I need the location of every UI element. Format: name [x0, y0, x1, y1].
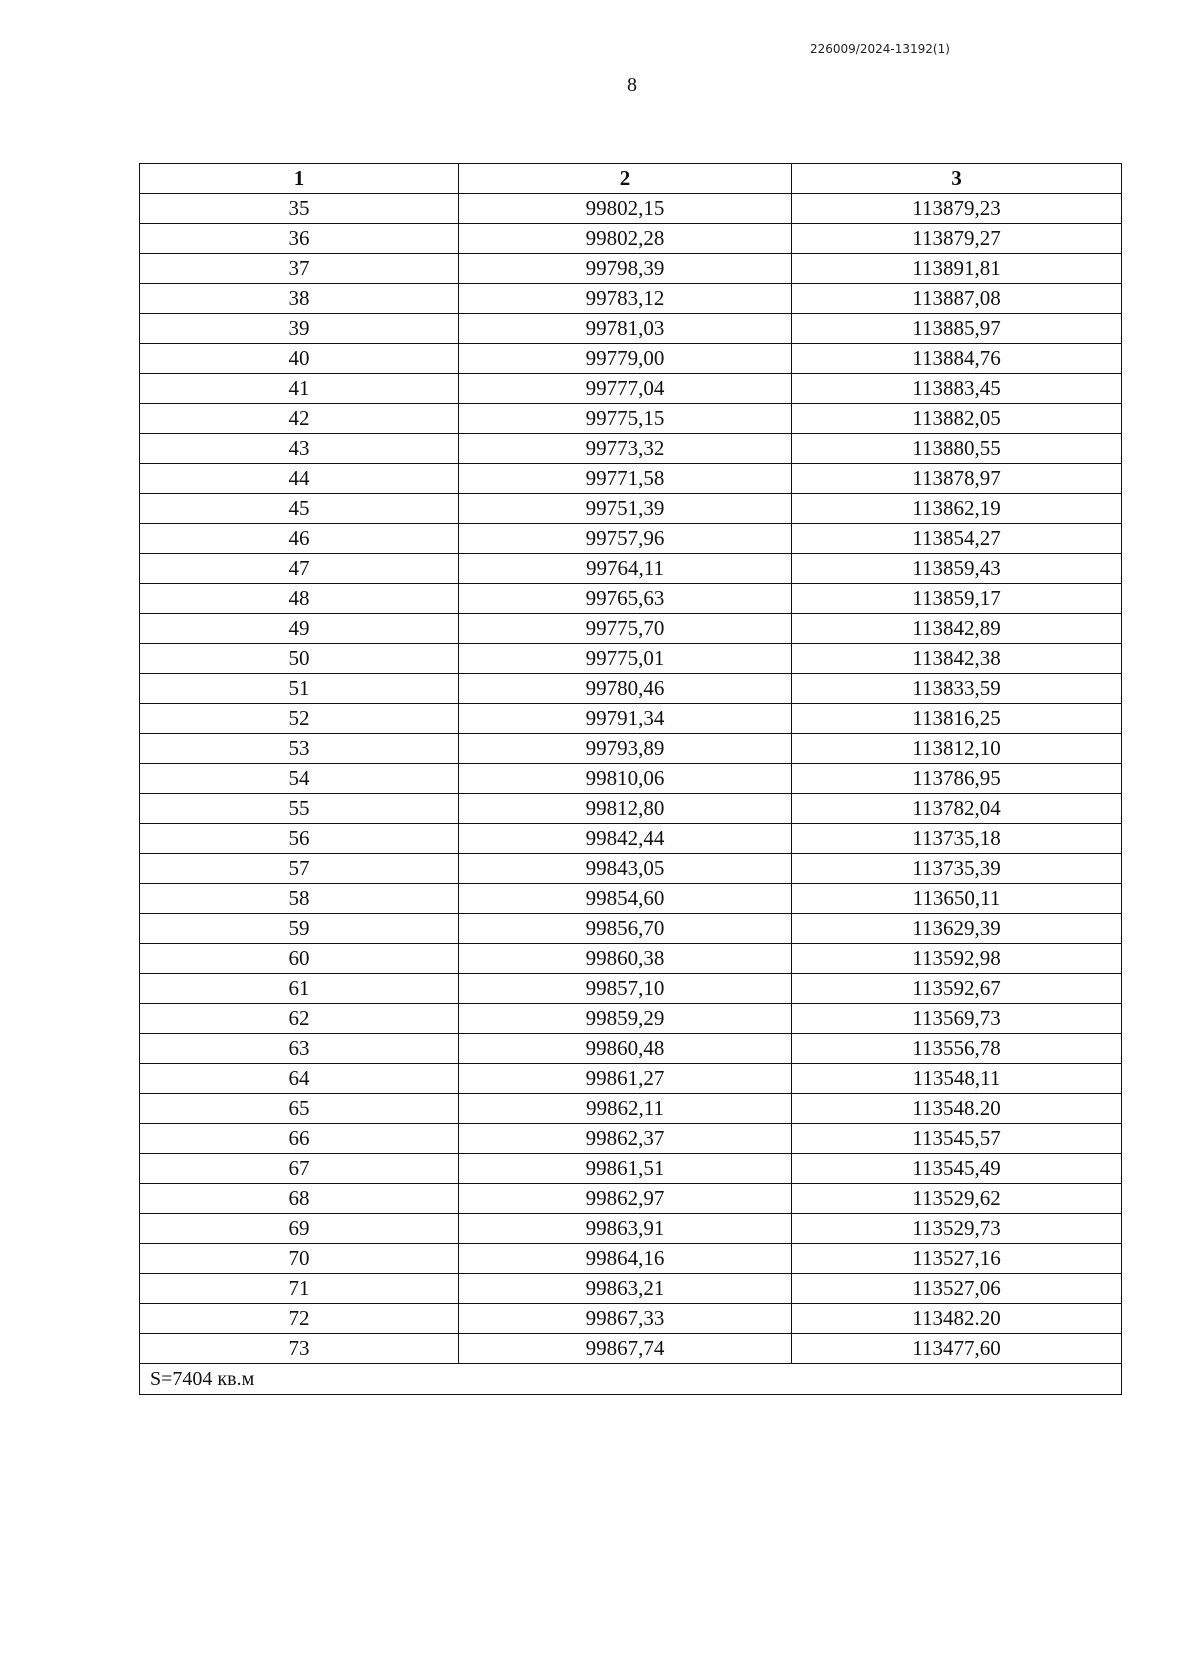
cell-x-coordinate: 99843,05	[459, 854, 792, 884]
cell-x-coordinate: 99751,39	[459, 494, 792, 524]
table-row	[140, 614, 1122, 644]
cell-point-number: 69	[140, 1214, 459, 1244]
cell-point-number: 67	[140, 1154, 459, 1184]
table-row	[140, 314, 1122, 344]
table-row	[140, 584, 1122, 614]
table-row	[140, 944, 1122, 974]
area-row	[140, 1364, 1122, 1395]
cell-y-coordinate: 113816,25	[792, 704, 1122, 734]
cell-y-coordinate: 113545,57	[792, 1124, 1122, 1154]
cell-y-coordinate: 113854,27	[792, 524, 1122, 554]
cell-x-coordinate: 99780,46	[459, 674, 792, 704]
cell-y-coordinate: 113529,62	[792, 1184, 1122, 1214]
table-row	[140, 1034, 1122, 1064]
table-row	[140, 914, 1122, 944]
page-number: 8	[627, 74, 637, 96]
cell-y-coordinate: 113548,11	[792, 1064, 1122, 1094]
cell-y-coordinate: 113529,73	[792, 1214, 1122, 1244]
cell-x-coordinate: 99798,39	[459, 254, 792, 284]
cell-point-number: 53	[140, 734, 459, 764]
cell-y-coordinate: 113887,08	[792, 284, 1122, 314]
cell-x-coordinate: 99859,29	[459, 1004, 792, 1034]
cell-x-coordinate: 99867,74	[459, 1334, 792, 1364]
cell-x-coordinate: 99793,89	[459, 734, 792, 764]
document-id: 226009/2024-13192(1)	[810, 42, 950, 56]
cell-point-number: 47	[140, 554, 459, 584]
cell-y-coordinate: 113862,19	[792, 494, 1122, 524]
cell-point-number: 50	[140, 644, 459, 674]
cell-x-coordinate: 99842,44	[459, 824, 792, 854]
cell-point-number: 48	[140, 584, 459, 614]
cell-x-coordinate: 99862,97	[459, 1184, 792, 1214]
cell-point-number: 54	[140, 764, 459, 794]
cell-y-coordinate: 113842,89	[792, 614, 1122, 644]
cell-y-coordinate: 113629,39	[792, 914, 1122, 944]
cell-point-number: 36	[140, 224, 459, 254]
cell-point-number: 42	[140, 404, 459, 434]
cell-point-number: 56	[140, 824, 459, 854]
table-row	[140, 794, 1122, 824]
cell-point-number: 55	[140, 794, 459, 824]
cell-y-coordinate: 113884,76	[792, 344, 1122, 374]
cell-x-coordinate: 99860,48	[459, 1034, 792, 1064]
table-row	[140, 1334, 1122, 1364]
cell-point-number: 49	[140, 614, 459, 644]
cell-y-coordinate: 113592,98	[792, 944, 1122, 974]
column-header-x: 2	[459, 164, 792, 194]
cell-x-coordinate: 99791,34	[459, 704, 792, 734]
cell-x-coordinate: 99863,91	[459, 1214, 792, 1244]
cell-x-coordinate: 99773,32	[459, 434, 792, 464]
cell-y-coordinate: 113786,95	[792, 764, 1122, 794]
table-row	[140, 374, 1122, 404]
table-row	[140, 524, 1122, 554]
table-row	[140, 1274, 1122, 1304]
table-row	[140, 404, 1122, 434]
table-row	[140, 1064, 1122, 1094]
table-row	[140, 194, 1122, 224]
table-row	[140, 254, 1122, 284]
cell-y-coordinate: 113527,06	[792, 1274, 1122, 1304]
cell-y-coordinate: 113782,04	[792, 794, 1122, 824]
table-row	[140, 734, 1122, 764]
cell-point-number: 38	[140, 284, 459, 314]
cell-point-number: 44	[140, 464, 459, 494]
cell-y-coordinate: 113735,18	[792, 824, 1122, 854]
cell-point-number: 39	[140, 314, 459, 344]
cell-x-coordinate: 99812,80	[459, 794, 792, 824]
table-row	[140, 1304, 1122, 1334]
cell-x-coordinate: 99854,60	[459, 884, 792, 914]
cell-point-number: 73	[140, 1334, 459, 1364]
table-row	[140, 554, 1122, 584]
table-row	[140, 1214, 1122, 1244]
cell-x-coordinate: 99857,10	[459, 974, 792, 1004]
cell-point-number: 52	[140, 704, 459, 734]
cell-y-coordinate: 113812,10	[792, 734, 1122, 764]
cell-point-number: 59	[140, 914, 459, 944]
cell-point-number: 62	[140, 1004, 459, 1034]
table-row	[140, 974, 1122, 1004]
table-row	[140, 434, 1122, 464]
cell-y-coordinate: 113482.20	[792, 1304, 1122, 1334]
cell-x-coordinate: 99856,70	[459, 914, 792, 944]
cell-point-number: 57	[140, 854, 459, 884]
cell-y-coordinate: 113545,49	[792, 1154, 1122, 1184]
cell-x-coordinate: 99775,01	[459, 644, 792, 674]
cell-point-number: 43	[140, 434, 459, 464]
coordinates-table	[139, 163, 1122, 1395]
cell-y-coordinate: 113477,60	[792, 1334, 1122, 1364]
cell-point-number: 35	[140, 194, 459, 224]
cell-point-number: 64	[140, 1064, 459, 1094]
table-row	[140, 464, 1122, 494]
cell-point-number: 65	[140, 1094, 459, 1124]
cell-x-coordinate: 99783,12	[459, 284, 792, 314]
table-row	[140, 1244, 1122, 1274]
cell-y-coordinate: 113592,67	[792, 974, 1122, 1004]
table-row	[140, 644, 1122, 674]
cell-point-number: 40	[140, 344, 459, 374]
cell-y-coordinate: 113880,55	[792, 434, 1122, 464]
cell-point-number: 71	[140, 1274, 459, 1304]
cell-x-coordinate: 99765,63	[459, 584, 792, 614]
table-row	[140, 1154, 1122, 1184]
table-row	[140, 1094, 1122, 1124]
table-row	[140, 284, 1122, 314]
cell-point-number: 66	[140, 1124, 459, 1154]
cell-y-coordinate: 113569,73	[792, 1004, 1122, 1034]
cell-x-coordinate: 99777,04	[459, 374, 792, 404]
cell-point-number: 61	[140, 974, 459, 1004]
cell-x-coordinate: 99781,03	[459, 314, 792, 344]
cell-y-coordinate: 113885,97	[792, 314, 1122, 344]
cell-x-coordinate: 99860,38	[459, 944, 792, 974]
cell-y-coordinate: 113859,17	[792, 584, 1122, 614]
cell-y-coordinate: 113891,81	[792, 254, 1122, 284]
area-note: S=7404 кв.м	[140, 1364, 1122, 1395]
cell-point-number: 63	[140, 1034, 459, 1064]
cell-x-coordinate: 99757,96	[459, 524, 792, 554]
table-row	[140, 494, 1122, 524]
column-header-y: 3	[792, 164, 1122, 194]
cell-y-coordinate: 113879,27	[792, 224, 1122, 254]
table-row	[140, 884, 1122, 914]
cell-y-coordinate: 113882,05	[792, 404, 1122, 434]
table-row	[140, 824, 1122, 854]
cell-y-coordinate: 113842,38	[792, 644, 1122, 674]
cell-y-coordinate: 113859,43	[792, 554, 1122, 584]
table-row	[140, 1004, 1122, 1034]
cell-y-coordinate: 113883,45	[792, 374, 1122, 404]
cell-y-coordinate: 113735,39	[792, 854, 1122, 884]
table-row	[140, 1184, 1122, 1214]
table-row	[140, 1124, 1122, 1154]
table-row	[140, 224, 1122, 254]
cell-y-coordinate: 113556,78	[792, 1034, 1122, 1064]
cell-x-coordinate: 99775,15	[459, 404, 792, 434]
cell-x-coordinate: 99861,51	[459, 1154, 792, 1184]
cell-x-coordinate: 99779,00	[459, 344, 792, 374]
cell-x-coordinate: 99867,33	[459, 1304, 792, 1334]
table-row	[140, 764, 1122, 794]
cell-y-coordinate: 113833,59	[792, 674, 1122, 704]
cell-x-coordinate: 99861,27	[459, 1064, 792, 1094]
cell-x-coordinate: 99771,58	[459, 464, 792, 494]
table-header-row	[140, 164, 1122, 194]
column-header-point: 1	[140, 164, 459, 194]
cell-point-number: 41	[140, 374, 459, 404]
cell-x-coordinate: 99862,11	[459, 1094, 792, 1124]
cell-x-coordinate: 99862,37	[459, 1124, 792, 1154]
cell-y-coordinate: 113878,97	[792, 464, 1122, 494]
cell-point-number: 68	[140, 1184, 459, 1214]
cell-x-coordinate: 99863,21	[459, 1274, 792, 1304]
cell-x-coordinate: 99810,06	[459, 764, 792, 794]
cell-point-number: 46	[140, 524, 459, 554]
table-row	[140, 854, 1122, 884]
cell-x-coordinate: 99802,28	[459, 224, 792, 254]
cell-point-number: 45	[140, 494, 459, 524]
cell-x-coordinate: 99802,15	[459, 194, 792, 224]
cell-y-coordinate: 113548.20	[792, 1094, 1122, 1124]
table-body	[140, 194, 1122, 1364]
table-row	[140, 704, 1122, 734]
cell-point-number: 72	[140, 1304, 459, 1334]
cell-y-coordinate: 113650,11	[792, 884, 1122, 914]
cell-x-coordinate: 99864,16	[459, 1244, 792, 1274]
cell-y-coordinate: 113527,16	[792, 1244, 1122, 1274]
table-row	[140, 344, 1122, 374]
cell-point-number: 58	[140, 884, 459, 914]
cell-point-number: 37	[140, 254, 459, 284]
cell-point-number: 51	[140, 674, 459, 704]
cell-point-number: 60	[140, 944, 459, 974]
cell-x-coordinate: 99764,11	[459, 554, 792, 584]
cell-y-coordinate: 113879,23	[792, 194, 1122, 224]
table-row	[140, 674, 1122, 704]
cell-point-number: 70	[140, 1244, 459, 1274]
cell-x-coordinate: 99775,70	[459, 614, 792, 644]
